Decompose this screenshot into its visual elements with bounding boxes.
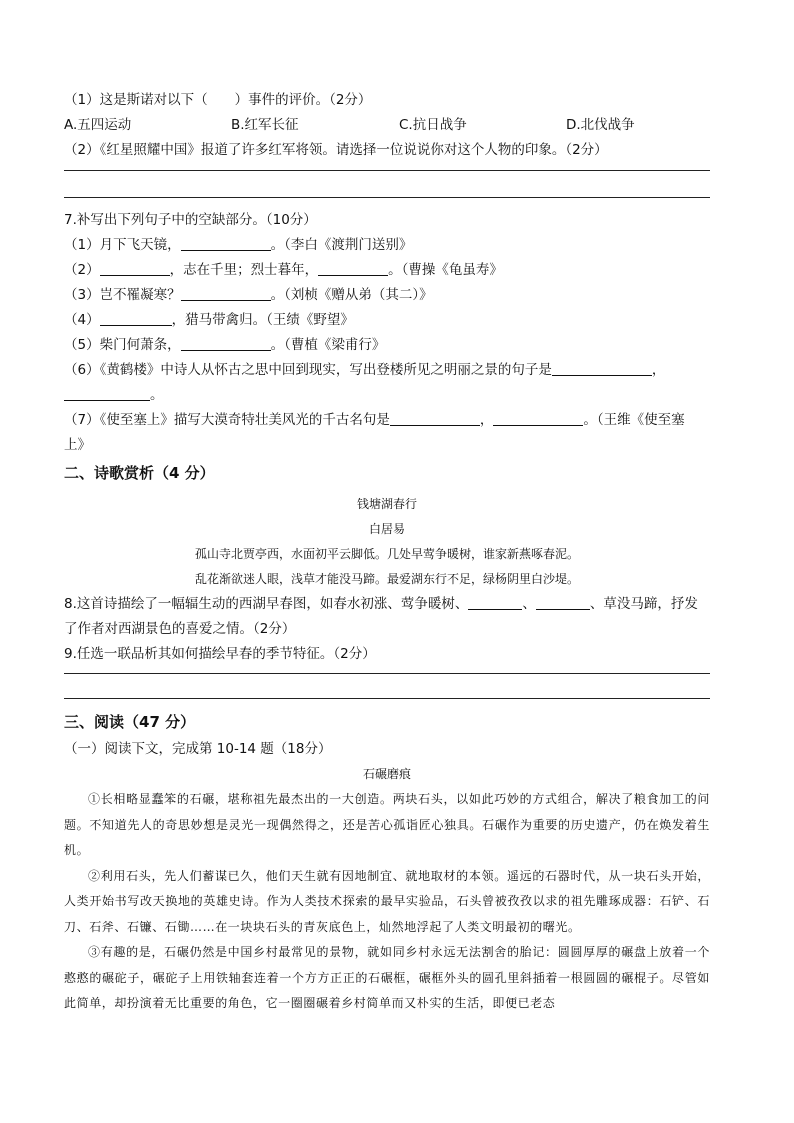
blank-field[interactable] — [181, 336, 271, 351]
q7-item-6-cont — [64, 383, 710, 408]
blank-field[interactable] — [390, 411, 480, 426]
q9: 9.任选一联品析其如何描绘早春的季节特征。（2分） — [64, 646, 376, 662]
blank-field[interactable] — [318, 261, 388, 276]
part-1-instruction: （一）阅读下文，完成第 10-14 题（18分） — [64, 741, 332, 757]
essay-paragraph: ③有趣的是，石碾仍然是中国乡村最常见的景物，就如同乡村永远无法割舍的胎记：圆圆厚厚的碾盘上放着一个憨憨的碾砣子，碾砣子上用铁轴套连着一个方方正正的石碾框，碾框外头的圆孔里斜插着一根圆圆的碾棍子。尽管如此简单，却扮演着无比重要的角色，它一圈圈碾着乡村简单而又朴实的生活，即便已老态 — [64, 945, 710, 1010]
q7-item-7-cont: 上》 — [64, 437, 91, 453]
section-2-heading: 二、诗歌赏析（4 分） — [64, 464, 215, 482]
q7-text: （1）月下飞天镜， — [64, 237, 181, 253]
q7-item-4 — [64, 308, 710, 333]
q6-sub2: （2）《红星照耀中国》报道了许多红军将领。请选择一位说说你对这个人物的印象。（2分） — [64, 142, 608, 158]
blank-field[interactable] — [181, 286, 271, 301]
option-a: A.五四运动 — [64, 117, 132, 133]
q8-text: 、草没马蹄，抒发 — [589, 596, 698, 612]
q7-text: （6）《黄鹤楼》中诗人从怀古之思中回到现实，写出登楼所见之明丽之景的句子是 — [64, 362, 552, 378]
blank-field[interactable] — [100, 311, 172, 326]
q7-text: ， — [479, 412, 494, 428]
poem-line: 孤山寺北贾亭西，水面初平云脚低。几处早莺争暖树，谁家新燕啄春泥。 — [194, 547, 579, 561]
option-b: B.红军长征 — [231, 117, 299, 133]
q8-cont: 了作者对西湖景色的喜爱之情。（2分） — [64, 621, 296, 637]
q8 — [64, 592, 710, 617]
q6-sub1: （1）这是斯诺对以下（ ）事件的评价。（2分） — [64, 92, 372, 108]
q7-text: 。（曹操《龟虽寿》 — [388, 262, 503, 278]
q7-text: （4） — [64, 312, 100, 328]
q7-text: 。（曹植《梁甫行》 — [270, 337, 386, 353]
q7-text: ，猎马带禽归。（王绩《野望》 — [171, 312, 354, 328]
q7-title: 7.补写出下列句子中的空缺部分。（10分） — [64, 212, 317, 228]
essay-paragraph: ①长相略显蠢笨的石碾，堪称祖先最杰出的一大创造。两块石头，以如此巧妙的方式组合，解决了粮食加工的问题。不知道先人的奇思妙想是灵光一现偶然得之，还是苦心孤诣匠心独具。石碾作为重要的历史遗产，仍在焕发着生机。 — [64, 792, 710, 857]
blank-field[interactable] — [64, 386, 150, 401]
q8-text: 、 — [522, 596, 536, 612]
essay-title: 石碾磨痕 — [362, 767, 411, 781]
q7-item-5 — [64, 333, 710, 358]
q8-text: 8.这首诗描绘了一幅辐生动的西湖早春图，如春水初涨、莺争暖树、 — [64, 596, 469, 612]
answer-line — [64, 698, 710, 699]
blank-field[interactable] — [181, 236, 271, 251]
q7-item-3 — [64, 283, 710, 308]
blank-field[interactable] — [468, 595, 522, 610]
option-d: D.北伐战争 — [566, 117, 635, 133]
blank-field[interactable] — [536, 595, 590, 610]
answer-line — [64, 197, 710, 198]
poem-author: 白居易 — [368, 522, 405, 536]
q7-text: （5）柴门何萧条， — [64, 337, 181, 353]
q6-options — [64, 113, 710, 138]
section-3-heading: 三、阅读（47 分） — [64, 713, 196, 731]
q7-text: （2） — [64, 262, 100, 278]
q7-item-6 — [64, 358, 710, 383]
q7-text: 。（刘桢《赠从弟（其二）》 — [270, 287, 433, 303]
answer-line — [64, 170, 710, 171]
answer-line — [64, 673, 710, 674]
blank-field[interactable] — [493, 411, 583, 426]
q7-text: （3）岂不罹凝寒？ — [64, 287, 181, 303]
q7-text: 。（李白《渡荆门送别》 — [270, 237, 413, 253]
poem-title: 钱塘湖春行 — [356, 497, 417, 511]
q7-text: 。（王维《使至塞 — [583, 412, 685, 428]
exam-page — [64, 88, 710, 1017]
q7-text: ， — [651, 362, 666, 378]
essay-paragraph: ②利用石头，先人们蓄谋已久，他们天生就有因地制宜、就地取材的本领。遥远的石器时代，从一块石头开始，人类开始书写改天换地的英雄史诗。作为人类技术探索的最早实验品，石头曾被孜孜以求的祖先雕琢成器：石铲、石刀、石斧、石镰、石锄……在一块块石头的青灰底色上，灿然地浮起了人类文明最初的曙光。 — [64, 868, 710, 934]
q7-item-7 — [64, 408, 710, 433]
q7-text: （7）《使至塞上》描写大漠奇特壮美风光的千古名句是 — [64, 412, 390, 428]
poem-line: 乱花渐欲迷人眼，浅草才能没马蹄。最爱湖东行不足，绿杨阴里白沙堤。 — [194, 572, 579, 586]
q7-text: 。 — [150, 387, 164, 403]
q7-item-2 — [64, 258, 710, 283]
blank-field[interactable] — [100, 261, 170, 276]
q7-item-1 — [64, 233, 710, 258]
option-c: C.抗日战争 — [399, 117, 467, 133]
q7-text: ，志在千里；烈士暮年， — [169, 262, 319, 278]
blank-field[interactable] — [552, 361, 652, 376]
